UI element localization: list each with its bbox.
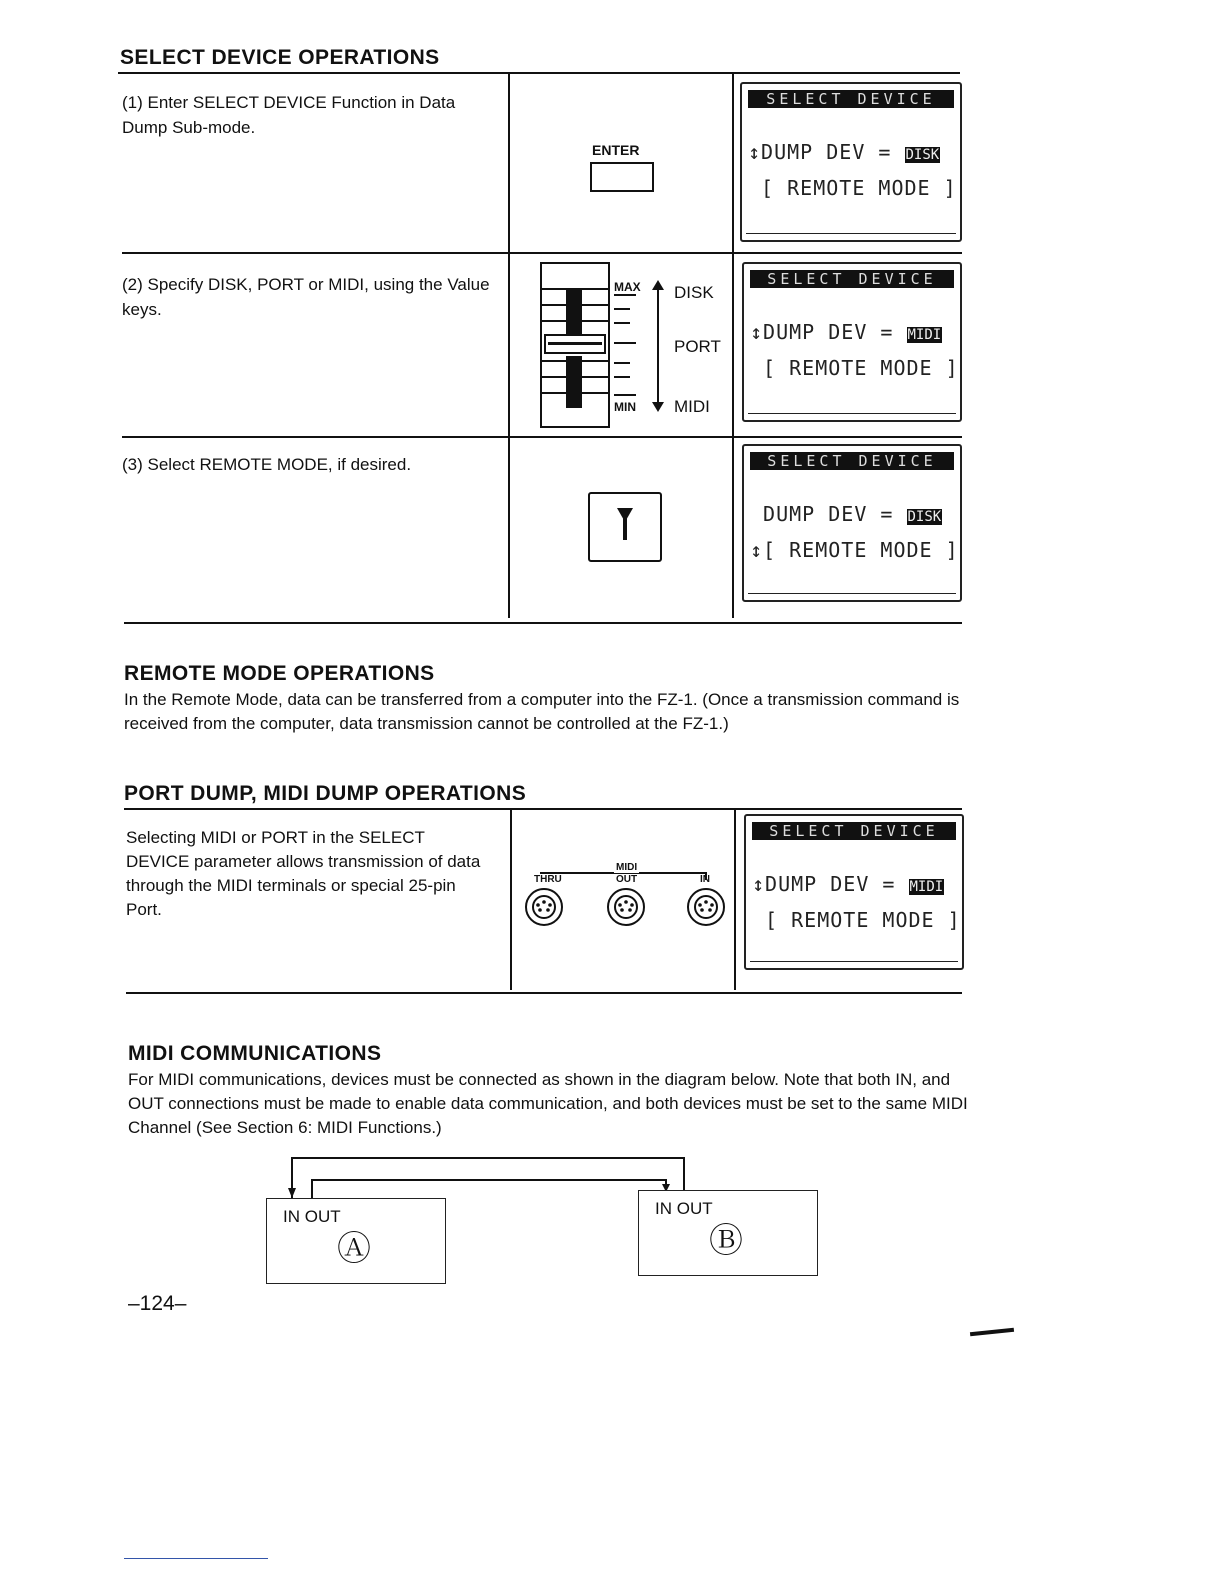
table-divider bbox=[510, 810, 512, 990]
heading-rule bbox=[124, 808, 962, 810]
device-a-ports: IN OUT bbox=[283, 1207, 341, 1226]
scale-tick bbox=[614, 308, 630, 310]
lcd-title: SELECT DEVICE bbox=[750, 452, 954, 470]
lcd-bottom-line bbox=[746, 233, 956, 234]
option-disk: DISK bbox=[674, 283, 714, 302]
scan-edge-line bbox=[124, 1558, 268, 1559]
lcd-line-1 bbox=[750, 320, 942, 344]
lcd-dump-dev-prefix: ↕DUMP DEV = bbox=[752, 872, 909, 896]
port-dump-body: Selecting MIDI or PORT in the SELECT DEVICE parameter allows transmission of data through the MIDI terminals or special 25-pin Port. bbox=[126, 828, 481, 919]
scale-tick bbox=[614, 376, 630, 378]
enter-key[interactable] bbox=[590, 162, 654, 192]
lcd-display-step-1 bbox=[740, 82, 962, 242]
section-heading-remote-mode: REMOTE MODE OPERATIONS bbox=[124, 662, 435, 685]
step-2-text: (2) Specify DISK, PORT or MIDI, using the Value keys. bbox=[122, 275, 490, 319]
device-a-box bbox=[266, 1198, 446, 1284]
arrow-down-icon bbox=[652, 402, 664, 412]
table-divider bbox=[508, 74, 510, 618]
cursor-down-key[interactable] bbox=[588, 492, 662, 562]
midi-in-label: IN bbox=[700, 874, 710, 885]
slider-min-label: MIN bbox=[614, 400, 636, 414]
midi-comm-body: For MIDI communications, devices must be connected as shown in the diagram below. Note that both IN, and OUT connections must be made to enable data communication, and both devices must be set to the same MIDI Channel (See Section 6: MIDI Functions.) bbox=[128, 1070, 968, 1137]
lcd-line-1 bbox=[750, 502, 942, 526]
lcd-display-port-dump bbox=[744, 814, 964, 970]
midi-thru-port-icon bbox=[526, 889, 562, 925]
slider-max-label: MAX bbox=[614, 280, 641, 294]
lcd-line-2: ↕[ REMOTE MODE ] bbox=[750, 538, 959, 562]
lcd-line-2: [ REMOTE MODE ] bbox=[750, 356, 959, 380]
device-b-label: Ⓑ bbox=[709, 1222, 743, 1260]
table-divider bbox=[734, 810, 736, 990]
option-midi: MIDI bbox=[674, 397, 710, 416]
table-bottom-rule bbox=[124, 622, 962, 624]
value-slider[interactable] bbox=[540, 262, 610, 428]
lcd-line-2: [ REMOTE MODE ] bbox=[752, 908, 961, 932]
lcd-dump-dev-prefix: ↕DUMP DEV = bbox=[748, 140, 905, 164]
enter-key-label: ENTER bbox=[592, 142, 640, 158]
scale-tick bbox=[614, 322, 630, 324]
lcd-dump-dev-value: DISK bbox=[905, 147, 940, 163]
remote-mode-body: In the Remote Mode, data can be transferred from a computer into the FZ-1. (Once a transmission command is received from the computer, data transmission cannot be controlled at the FZ-1.) bbox=[124, 690, 960, 733]
midi-ports-diagram bbox=[524, 886, 728, 930]
lcd-display-step-3 bbox=[742, 444, 962, 602]
slider-scale bbox=[614, 294, 638, 398]
midi-thru-label: THRU bbox=[534, 874, 562, 885]
slider-track-upper bbox=[566, 290, 582, 340]
step-1-text: (1) Enter SELECT DEVICE Function in Data Dump Sub-mode. bbox=[122, 93, 456, 137]
midi-in-port-icon bbox=[688, 889, 724, 925]
page-number: –124– bbox=[128, 1292, 187, 1315]
section-heading-midi-comm: MIDI COMMUNICATIONS bbox=[128, 1042, 382, 1065]
step-3-text: (3) Select REMOTE MODE, if desired. bbox=[122, 455, 412, 474]
row-divider bbox=[122, 436, 962, 438]
cursor-down-icon bbox=[617, 508, 633, 522]
lcd-dump-dev-value: MIDI bbox=[909, 879, 944, 895]
table-divider bbox=[732, 74, 734, 618]
lcd-dump-dev-prefix: ↕DUMP DEV = bbox=[750, 320, 907, 344]
lcd-title: SELECT DEVICE bbox=[750, 270, 954, 288]
option-port: PORT bbox=[674, 337, 721, 356]
slider-knob[interactable] bbox=[544, 334, 606, 354]
lcd-dump-dev-value: DISK bbox=[907, 509, 942, 525]
midi-group-label: MIDI bbox=[616, 862, 638, 873]
lcd-dump-dev-value: MIDI bbox=[907, 327, 942, 343]
lcd-bottom-line bbox=[748, 593, 956, 594]
section-heading-select-device: SELECT DEVICE OPERATIONS bbox=[120, 46, 440, 69]
heading-rule bbox=[118, 72, 960, 74]
lcd-line-1 bbox=[752, 872, 944, 896]
device-b-ports: IN OUT bbox=[655, 1199, 713, 1218]
device-b-box bbox=[638, 1190, 818, 1276]
lcd-title: SELECT DEVICE bbox=[748, 90, 954, 108]
lcd-line-2: [ REMOTE MODE ] bbox=[748, 176, 957, 200]
lcd-display-step-2 bbox=[742, 262, 962, 422]
lcd-title: SELECT DEVICE bbox=[752, 822, 956, 840]
scale-tick bbox=[614, 294, 636, 296]
lcd-bottom-line bbox=[748, 413, 956, 414]
slider-track-lower bbox=[566, 356, 582, 408]
midi-out-label: OUT bbox=[616, 874, 638, 885]
midi-out-port-icon bbox=[608, 889, 644, 925]
arrow-up-icon bbox=[652, 280, 664, 290]
table-bottom-rule bbox=[126, 992, 962, 994]
scale-tick bbox=[614, 342, 636, 344]
slider-knob-line bbox=[548, 342, 602, 345]
scale-tick bbox=[614, 362, 630, 364]
lcd-dump-dev-prefix: DUMP DEV = bbox=[750, 502, 907, 526]
scan-mark bbox=[970, 1328, 1014, 1337]
lcd-line-1 bbox=[748, 140, 940, 164]
device-a-label: Ⓐ bbox=[337, 1230, 371, 1268]
section-heading-port-dump: PORT DUMP, MIDI DUMP OPERATIONS bbox=[124, 782, 527, 805]
scale-tick bbox=[614, 394, 636, 396]
row-divider bbox=[122, 252, 962, 254]
range-arrow-shaft bbox=[657, 288, 659, 408]
lcd-bottom-line bbox=[750, 961, 958, 962]
